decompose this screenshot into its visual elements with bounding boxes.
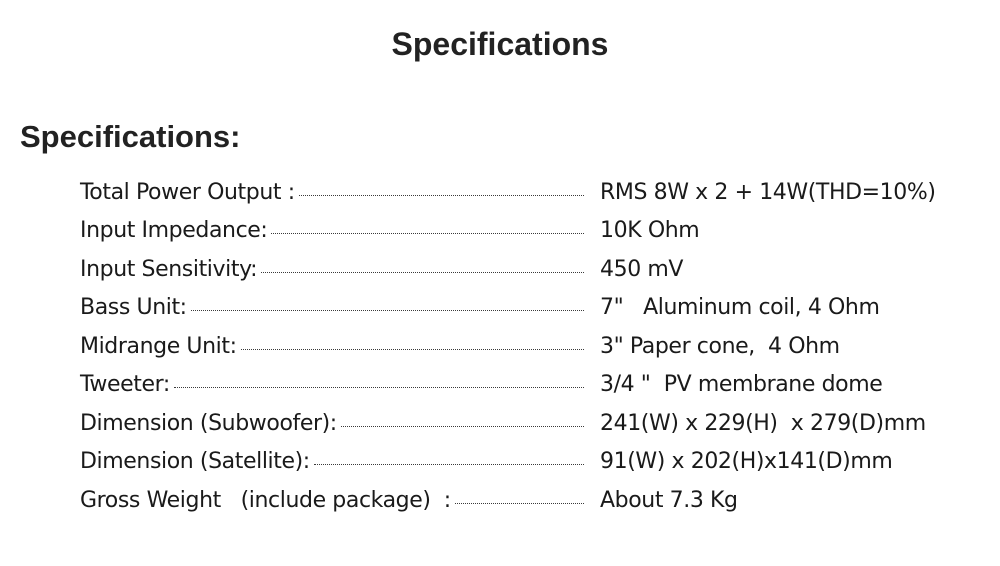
page-title: Specifications — [391, 26, 609, 62]
spec-value: 10K Ohm — [600, 218, 700, 244]
spec-label: Dimension (Satellite): — [80, 449, 310, 475]
dotted-leader — [174, 387, 584, 388]
spec-label: Bass Unit: — [80, 295, 187, 321]
spec-label: Gross Weight (include package) : — [80, 487, 451, 513]
spec-row-bass-unit — [80, 289, 970, 328]
spec-label: Dimension (Subwoofer): — [80, 410, 337, 436]
spec-value: About 7.3 Kg — [600, 487, 738, 513]
spec-row-dimension-satellite — [80, 443, 970, 482]
spec-row-dimension-subwoofer — [80, 404, 970, 443]
dotted-leader — [191, 310, 584, 311]
spec-row-input-sensitivity — [80, 250, 970, 289]
dotted-leader — [299, 195, 584, 196]
spec-label: Midrange Unit: — [80, 333, 237, 359]
spec-value: 7" Aluminum coil, 4 Ohm — [600, 295, 880, 321]
dotted-leader — [314, 464, 584, 465]
spec-value: 3" Paper cone, 4 Ohm — [600, 333, 840, 359]
spec-row-gross-weight — [80, 481, 970, 520]
dotted-leader — [341, 426, 584, 427]
spec-value: 91(W) x 202(H)x141(D)mm — [600, 449, 893, 475]
section-heading: Specifications: — [20, 119, 241, 154]
spec-label: Tweeter: — [80, 372, 170, 398]
dotted-leader — [261, 272, 584, 273]
spec-value: 241(W) x 229(H) x 279(D)mm — [600, 410, 926, 436]
dotted-leader — [455, 503, 584, 504]
spec-value: 450 mV — [600, 256, 684, 282]
spec-label: Total Power Output : — [80, 179, 295, 205]
spec-row-total-power-output — [80, 173, 970, 212]
spec-label: Input Impedance: — [80, 218, 268, 244]
dotted-leader — [271, 233, 584, 234]
spec-row-tweeter — [80, 366, 970, 405]
dotted-leader — [241, 349, 584, 350]
spec-table — [80, 173, 970, 520]
spec-value: RMS 8W x 2 + 14W(THD=10%) — [600, 179, 936, 205]
spec-row-input-impedance — [80, 212, 970, 251]
spec-value: 3/4 " PV membrane dome — [600, 372, 883, 398]
spec-label: Input Sensitivity: — [80, 256, 258, 282]
spec-row-midrange-unit — [80, 327, 970, 366]
